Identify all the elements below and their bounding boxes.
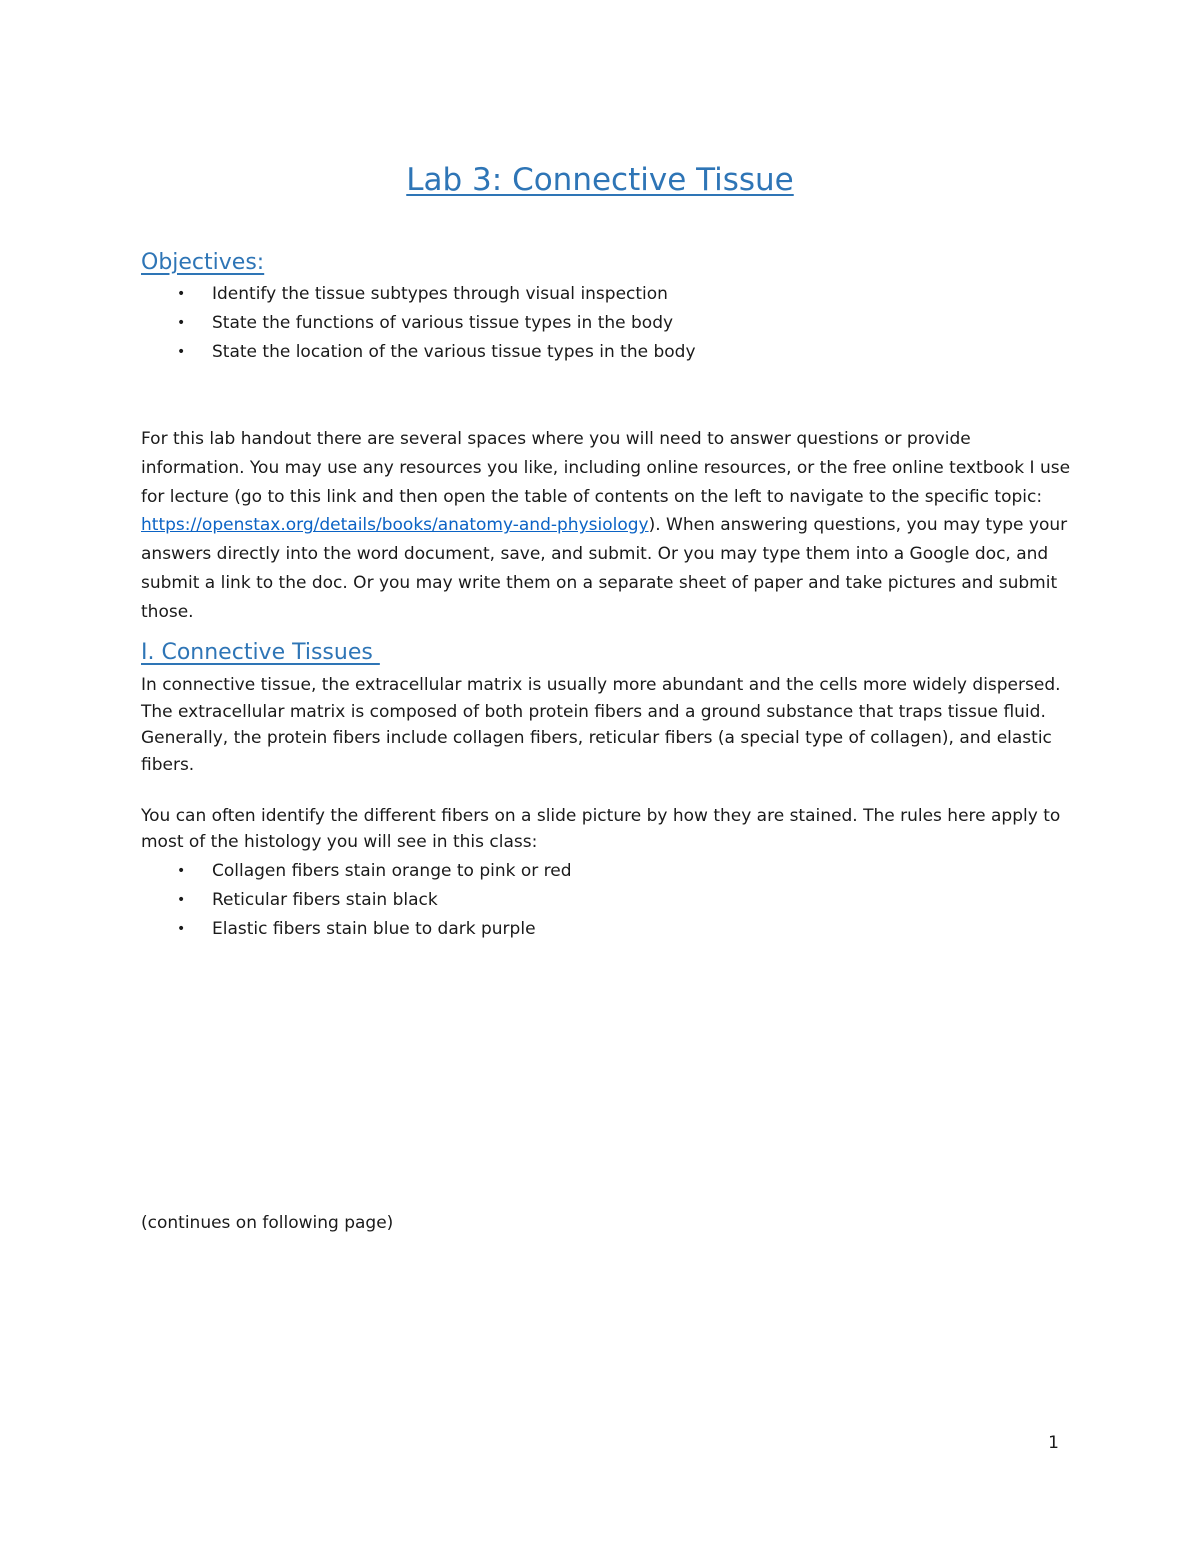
connective-tissue-paragraph: In connective tissue, the extracellular matrix is usually more abundant and the cells more widely dispersed. The extracellular matrix is composed of both protein fibers and a ground substance that traps tissue fluid. Generally, the protein fibers include collagen fibers, reticular fibers (a special type of collagen), and elastic fibers. xyxy=(141,675,1061,775)
fiber-rule-text: Reticular fibers stain black xyxy=(212,890,438,910)
list-item xyxy=(141,915,572,944)
page-number: 1 xyxy=(1048,1433,1059,1453)
list-item xyxy=(141,857,572,886)
openstax-link[interactable]: https://openstax.org/details/books/anatomy-and-physiology xyxy=(141,515,649,536)
bullet-icon: • xyxy=(177,863,186,879)
objective-text: State the functions of various tissue types in the body xyxy=(212,313,674,333)
list-item xyxy=(141,280,696,309)
bullet-icon: • xyxy=(177,315,186,331)
objective-text: Identify the tissue subtypes through visual inspection xyxy=(212,284,668,304)
continues-note: (continues on following page) xyxy=(141,1213,394,1233)
intro-paragraph xyxy=(141,425,1071,627)
objectives-heading: Objectives: xyxy=(141,250,265,275)
staining-rules-paragraph: You can often identify the different fibers on a slide picture by how they are stained. The rules here apply to most of the histology you will see in this class: xyxy=(141,806,1061,852)
bullet-icon: • xyxy=(177,892,186,908)
fiber-stain-list xyxy=(141,857,572,944)
list-item xyxy=(141,886,572,915)
section-heading-connective-tissues: I. Connective Tissues xyxy=(141,640,380,665)
list-item xyxy=(141,309,696,338)
document-title: Lab 3: Connective Tissue xyxy=(406,162,794,198)
intro-text-after-link: ). When answering questions, you may type your answers directly into the word document, save, and submit. Or you may type them into a Google doc, and submit a link to the doc. Or you may write them on a separate sheet of paper and take pictures and submit those. xyxy=(141,515,1068,622)
bullet-icon: • xyxy=(177,286,186,302)
list-item xyxy=(141,338,696,367)
bullet-icon: • xyxy=(177,921,186,937)
bullet-icon: • xyxy=(177,344,186,360)
fiber-rule-text: Collagen fibers stain orange to pink or red xyxy=(212,861,572,881)
objectives-list xyxy=(141,280,696,367)
objective-text: State the location of the various tissue types in the body xyxy=(212,342,696,362)
intro-text-before-link: For this lab handout there are several spaces where you will need to answer questions or provide information. You may use any resources you like, including online resources, or the free online textbook I use for lecture (go to this link and then open the table of contents on the left to navigate to the specific topic: xyxy=(141,429,1071,507)
fiber-rule-text: Elastic fibers stain blue to dark purple xyxy=(212,919,536,939)
